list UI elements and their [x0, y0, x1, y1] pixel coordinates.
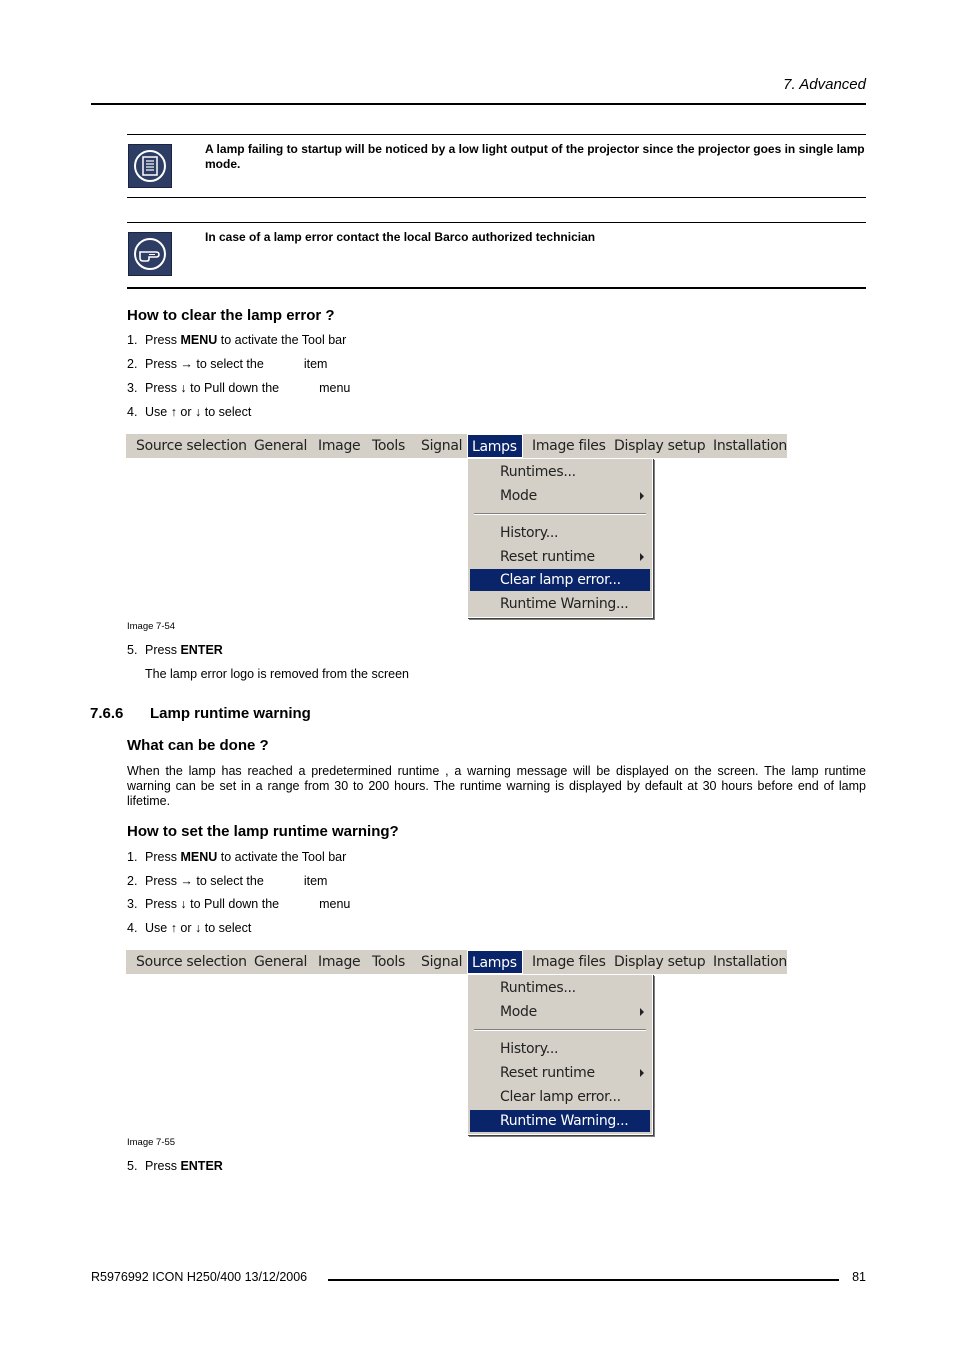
menu-item-mode[interactable]: Mode	[470, 485, 650, 507]
image-caption: Image 7-55	[127, 1137, 176, 1148]
submenu-arrow-icon	[640, 492, 644, 500]
tip-text: In case of a lamp error contact the local Barco authorized technician	[205, 230, 596, 244]
menu-image-files[interactable]: Image files	[532, 438, 606, 454]
set-step-3: 3. Press ↓ to Pull down the menu	[127, 897, 351, 911]
step-result: The lamp error logo is removed from the screen	[145, 667, 409, 681]
chapter-title: 7. Advanced	[783, 76, 866, 93]
menu-item-reset-runtime[interactable]: Reset runtime	[470, 546, 650, 568]
set-step-4: 4. Use ↑ or ↓ to select	[127, 921, 252, 935]
menu-general[interactable]: General	[254, 954, 308, 970]
footer-rule	[328, 1279, 839, 1281]
note-text: A lamp failing to startup will be noticed by a low light output of the projector since the projector goes in single lamp mode.	[205, 142, 865, 171]
menu-item-reset-runtime[interactable]: Reset runtime	[470, 1062, 650, 1084]
menu-bar	[126, 434, 787, 458]
note-rule-top	[127, 134, 866, 135]
menu-tools[interactable]: Tools	[372, 438, 405, 454]
menu-source-selection[interactable]: Source selection	[136, 954, 247, 970]
menu-item-runtime-warning[interactable]: Runtime Warning...	[470, 1110, 650, 1132]
what-heading: What can be done ?	[127, 737, 269, 754]
menu-display-setup[interactable]: Display setup	[614, 954, 706, 970]
menu-item-history[interactable]: History...	[500, 525, 559, 541]
image-caption: Image 7-54	[127, 621, 176, 632]
set-warning-heading: How to set the lamp runtime warning?	[127, 823, 399, 840]
menu-item-history[interactable]: History...	[500, 1041, 559, 1057]
note-icon	[128, 144, 172, 188]
menu-item-clear-lamp-error[interactable]: Clear lamp error...	[470, 569, 650, 591]
menu-image[interactable]: Image	[318, 438, 361, 454]
menu-item-runtimes[interactable]: Runtimes...	[500, 464, 576, 480]
submenu-arrow-icon	[640, 1008, 644, 1016]
lamps-dropdown	[467, 974, 653, 1135]
set-step-2: 2. Press → to select the item	[127, 874, 328, 888]
footer-document-id: R5976992 ICON H250/400 13/12/2006	[91, 1270, 308, 1284]
menu-display-setup[interactable]: Display setup	[614, 438, 706, 454]
menu-image-files[interactable]: Image files	[532, 954, 606, 970]
menu-general[interactable]: General	[254, 438, 308, 454]
note-rule-bottom	[127, 197, 866, 198]
clear-step-3: 3. Press ↓ to Pull down the menu	[127, 381, 351, 395]
menu-tools[interactable]: Tools	[372, 954, 405, 970]
header-rule	[91, 103, 866, 105]
menu-image[interactable]: Image	[318, 954, 361, 970]
page-number: 81	[852, 1270, 866, 1284]
submenu-arrow-icon	[640, 1069, 644, 1077]
clear-step-4: 4. Use ↑ or ↓ to select	[127, 405, 252, 419]
menu-separator	[474, 1029, 646, 1031]
clear-step-1: 1. Press MENU to activate the Tool bar	[127, 333, 347, 347]
clear-step-2: 2. Press → to select the item	[127, 357, 328, 371]
menu-separator	[474, 513, 646, 515]
clear-step-5: 5. Press ENTER	[127, 643, 223, 657]
menu-item-clear-lamp-error[interactable]: Clear lamp error...	[500, 1089, 621, 1105]
menu-installation[interactable]: Installation	[713, 438, 787, 454]
clear-error-heading: How to clear the lamp error ?	[127, 307, 335, 324]
what-paragraph: When the lamp has reached a predetermined runtime , a warning message will be displayed on the screen. The lamp runtime warning can be set in a range from 30 to 200 hours. The runtime warning is displayed by default at 30 hours before end of lamp lifetime.	[127, 764, 866, 808]
lamps-dropdown	[467, 458, 653, 618]
menu-item-runtimes[interactable]: Runtimes...	[500, 980, 576, 996]
menu-installation[interactable]: Installation	[713, 954, 787, 970]
set-step-1: 1. Press MENU to activate the Tool bar	[127, 850, 347, 864]
menu-item-mode[interactable]: Mode	[470, 1001, 650, 1023]
menu-lamps[interactable]: Lamps	[467, 434, 523, 458]
section-heading: 7.6.6 Lamp runtime warning	[90, 705, 311, 722]
pointing-hand-icon	[128, 232, 172, 276]
menu-signal[interactable]: Signal	[421, 438, 463, 454]
menu-signal[interactable]: Signal	[421, 954, 463, 970]
menu-bar	[126, 950, 787, 974]
menu-source-selection[interactable]: Source selection	[136, 438, 247, 454]
set-step-5: 5. Press ENTER	[127, 1159, 223, 1173]
menu-item-runtime-warning[interactable]: Runtime Warning...	[500, 596, 629, 612]
submenu-arrow-icon	[640, 553, 644, 561]
menu-lamps[interactable]: Lamps	[467, 950, 523, 974]
tip-rule-top	[127, 222, 866, 223]
tip-rule-bottom	[127, 287, 866, 289]
